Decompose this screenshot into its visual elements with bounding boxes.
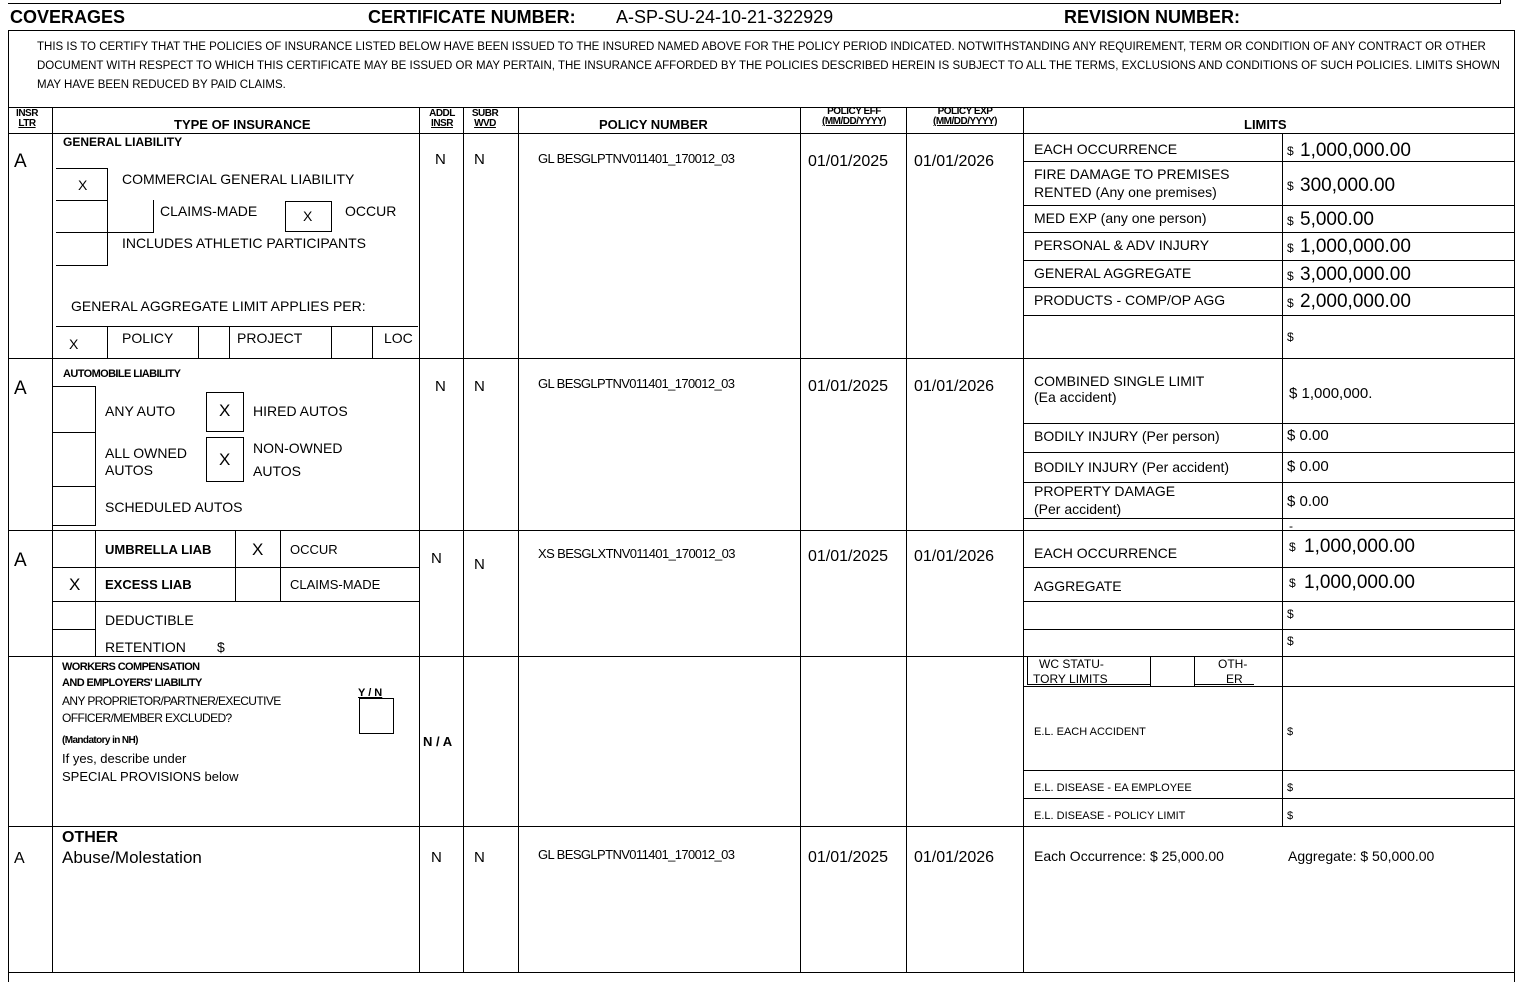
auto-subr-wvd: N — [474, 378, 485, 395]
auto-non-owned-checkbox[interactable]: X — [219, 450, 231, 469]
col-insr-ltr: INSR LTR — [16, 108, 38, 129]
col-policy-exp: POLICY EXP (MM/DD/YYYY) — [933, 106, 997, 127]
wc-addl-na: N / A — [423, 734, 453, 749]
auto-policy-exp: 01/01/2026 — [914, 378, 995, 395]
other-policy-number: GL BESGLPTNV011401_170012_03 — [538, 847, 735, 862]
other-policy-eff: 01/01/2025 — [808, 849, 889, 866]
other-aggregate: Aggregate: $ 50,000.00 — [1288, 848, 1435, 864]
gl-aggregate-applies-label: GENERAL AGGREGATE LIMIT APPLIES PER: — [71, 298, 366, 314]
gl-project-label: PROJECT — [237, 330, 303, 346]
gl-limit-label-fire-damage: FIRE DAMAGE TO PREMISES — [1034, 166, 1230, 182]
gl-commercial-label: COMMERCIAL GENERAL LIABILITY — [122, 171, 355, 187]
gl-commercial-checkbox[interactable]: X — [78, 177, 88, 193]
gl-limit-value-products: 2,000,000.00 — [1300, 291, 1411, 312]
revision-number-label: REVISION NUMBER: — [1064, 7, 1241, 27]
wc-statu-label: WC STATU- — [1039, 657, 1104, 671]
other-each-occurrence: Each Occurrence: $ 25,000.00 — [1034, 848, 1224, 864]
umbrella-limit-value-each-occurrence: 1,000,000.00 — [1304, 536, 1415, 557]
excess-liab-checkbox[interactable]: X — [69, 575, 81, 594]
auto-limit-label-property: PROPERTY DAMAGE — [1034, 483, 1176, 499]
auto-non-owned-label-2: AUTOS — [253, 463, 301, 479]
wc-mandatory-nh: (Mandatory in NH) — [62, 735, 138, 746]
wc-special-provisions: SPECIAL PROVISIONS below — [62, 769, 239, 784]
wc-el-each-accident-cur: $ — [1287, 726, 1294, 738]
gl-athletic-label: INCLUDES ATHLETIC PARTICIPANTS — [122, 235, 367, 251]
wc-if-yes: If yes, describe under — [62, 751, 187, 766]
umbrella-addl-insr: N — [431, 550, 442, 567]
other-title: OTHER — [62, 829, 118, 846]
gl-limit-cur-general-aggregate: $ — [1287, 269, 1294, 283]
coverages-title: COVERAGES — [10, 7, 126, 27]
umbrella-limit-cur-aggregate: $ — [1289, 576, 1296, 590]
auto-all-owned-label-2: AUTOS — [105, 462, 153, 478]
gl-limit-cur-each-occurrence: $ — [1287, 144, 1294, 158]
other-subr-wvd: N — [474, 849, 485, 866]
other-insr-ltr: A — [14, 850, 25, 867]
umbrella-occur-label: OCCUR — [290, 542, 338, 557]
gl-limit-value-personal-adv: 1,000,000.00 — [1300, 236, 1411, 257]
gl-claims-made-label: CLAIMS-MADE — [160, 203, 258, 219]
retention-cur: $ — [217, 639, 225, 655]
col-subr-wvd: SUBR WVD — [471, 108, 499, 129]
gl-policy-eff: 01/01/2025 — [808, 153, 889, 170]
other-addl-insr: N — [431, 849, 442, 866]
col-addl-insr: ADDL INSR — [429, 108, 455, 129]
gl-subr-wvd: N — [474, 151, 485, 168]
col-type-of-insurance: TYPE OF INSURANCE — [174, 117, 311, 132]
gl-limit-value-each-occurrence: 1,000,000.00 — [1300, 140, 1411, 161]
gl-limit-value-fire-damage: 300,000.00 — [1300, 175, 1396, 196]
umbrella-occur-checkbox[interactable]: X — [252, 540, 264, 559]
wc-proprietor-question: ANY PROPRIETOR/PARTNER/EXECUTIVE — [62, 694, 281, 708]
gl-addl-insr: N — [435, 151, 446, 168]
gl-policy-number: GL BESGLPTNV011401_170012_03 — [538, 151, 735, 166]
auto-dash: - — [1289, 519, 1293, 533]
auto-limit-label-combined-2: (Ea accident) — [1034, 389, 1117, 405]
umbrella-subr-wvd: N — [474, 556, 485, 573]
auto-limit-value-bodily-person: $ 0.00 — [1287, 427, 1329, 444]
umbrella-limit-value-aggregate: 1,000,000.00 — [1304, 572, 1415, 593]
auto-limit-value-combined: $ 1,000,000. — [1289, 385, 1373, 402]
umbrella-limit-cur-blank-1: $ — [1287, 607, 1294, 621]
auto-policy-number: GL BESGLPTNV011401_170012_03 — [538, 376, 735, 391]
gl-limit-value-med-exp: 5,000.00 — [1300, 209, 1374, 230]
wc-title-1: WORKERS COMPENSATION — [62, 661, 200, 673]
wc-el-disease-ea-cur: $ — [1287, 782, 1294, 794]
gl-limit-value-general-aggregate: 3,000,000.00 — [1300, 264, 1411, 285]
umbrella-policy-number: XS BESGLXTNV011401_170012_03 — [538, 546, 735, 561]
gl-limit-cur-personal-adv: $ — [1287, 241, 1294, 255]
gl-limit-label-fire-damage-2: RENTED (Any one premises) — [1034, 184, 1217, 200]
wc-yn-label: Y / N — [358, 687, 383, 699]
gl-title: GENERAL LIABILITY — [63, 135, 183, 149]
other-description: Abuse/Molestation — [62, 848, 202, 867]
auto-limit-label-property-2: (Per accident) — [1034, 501, 1122, 517]
wc-other-label: OTH- — [1218, 657, 1248, 671]
auto-hired-label: HIRED AUTOS — [253, 403, 348, 419]
gl-limit-label-personal-adv: PERSONAL & ADV INJURY — [1034, 237, 1210, 253]
auto-title: AUTOMOBILE LIABILITY — [63, 368, 181, 380]
gl-occur-label: OCCUR — [345, 203, 397, 219]
other-policy-exp: 01/01/2026 — [914, 849, 995, 866]
certification-statement: THIS IS TO CERTIFY THAT THE POLICIES OF INSURANCE LISTED BELOW HAVE BEEN ISSUED TO THE INSURED NAMED ABOVE FOR THE POLICY PERIOD INDICATED. NOTWITHSTANDING ANY REQUIREMENT, TERM OR CONDITION OF ANY CONTRACT OR OTHER DOCUMENT WITH RESPECT TO WHICH THIS CERTIFICATE MAY BE ISSUED OR MAY PERTAIN, THE INSURANCE AFFORDED BY THE POLICIES DESCRIBED HEREIN IS SUBJECT TO ALL THE TERMS, EXCLUSIONS AND CONDITIONS OF SUCH POLICIES. LIMITS SHOWN MAY HAVE BEEN REDUCED BY PAID CLAIMS. — [37, 41, 1500, 91]
auto-non-owned-label: NON-OWNED — [253, 440, 343, 456]
auto-any-auto-label: ANY AUTO — [105, 403, 176, 419]
wc-el-disease-policy-label: E.L. DISEASE - POLICY LIMIT — [1034, 810, 1186, 822]
wc-el-each-accident-label: E.L. EACH ACCIDENT — [1034, 726, 1146, 738]
umbrella-limit-label-aggregate: AGGREGATE — [1034, 578, 1122, 594]
umbrella-insr-ltr: A — [14, 550, 27, 571]
gl-policy-label: POLICY — [122, 330, 174, 346]
wc-yn-checkbox[interactable] — [359, 698, 394, 734]
gl-limit-cur-fire-damage: $ — [1287, 179, 1294, 193]
gl-limit-cur-med-exp: $ — [1287, 214, 1294, 228]
certificate-number-label: CERTIFICATE NUMBER: — [368, 7, 576, 27]
umbrella-policy-exp: 01/01/2026 — [914, 548, 995, 565]
wc-el-disease-policy-cur: $ — [1287, 810, 1294, 822]
gl-limit-cur-blank: $ — [1287, 330, 1294, 344]
certificate-number: A-SP-SU-24-10-21-322929 — [616, 7, 834, 27]
col-limits: LIMITS — [1244, 117, 1287, 132]
umbrella-limit-cur-each-occurrence: $ — [1289, 540, 1296, 554]
wc-title-2: AND EMPLOYERS' LIABILITY — [62, 677, 202, 689]
auto-hired-checkbox[interactable]: X — [219, 401, 231, 420]
umbrella-liab-label: UMBRELLA LIAB — [105, 542, 212, 557]
auto-limit-label-combined: COMBINED SINGLE LIMIT — [1034, 373, 1205, 389]
excess-liab-label: EXCESS LIAB — [105, 577, 192, 592]
gl-limit-label-general-aggregate: GENERAL AGGREGATE — [1034, 265, 1192, 281]
auto-limit-value-property: $ 0.00 — [1287, 493, 1329, 510]
gl-limit-label-each-occurrence: EACH OCCURRENCE — [1034, 141, 1178, 157]
wc-officer-question: OFFICER/MEMBER EXCLUDED? — [62, 711, 232, 725]
gl-occur-checkbox[interactable]: X — [303, 208, 313, 224]
wc-el-disease-ea-label: E.L. DISEASE - EA EMPLOYEE — [1034, 782, 1192, 794]
auto-limit-label-bodily-accident: BODILY INJURY (Per accident) — [1034, 459, 1230, 475]
auto-insr-ltr: A — [14, 378, 27, 399]
col-policy-eff: POLICY EFF (MM/DD/YYYY) — [822, 106, 886, 127]
wc-statu-label-2: TORY LIMITS — [1033, 672, 1108, 686]
auto-limit-value-bodily-accident: $ 0.00 — [1287, 458, 1329, 475]
umbrella-policy-eff: 01/01/2025 — [808, 548, 889, 565]
umbrella-limit-label-each-occurrence: EACH OCCURRENCE — [1034, 545, 1178, 561]
gl-policy-checkbox[interactable]: X — [69, 336, 79, 352]
col-policy-number: POLICY NUMBER — [599, 117, 708, 132]
auto-limit-label-bodily-person: BODILY INJURY (Per person) — [1034, 428, 1220, 444]
gl-limit-label-med-exp: MED EXP (any one person) — [1034, 210, 1207, 226]
auto-policy-eff: 01/01/2025 — [808, 378, 889, 395]
gl-policy-exp: 01/01/2026 — [914, 153, 995, 170]
gl-loc-label: LOC — [384, 330, 413, 346]
auto-addl-insr: N — [435, 378, 446, 395]
excess-claims-made-label: CLAIMS-MADE — [290, 577, 381, 592]
retention-label: RETENTION — [105, 639, 186, 655]
wc-other-label-2: ER — [1226, 672, 1243, 686]
deductible-label: DEDUCTIBLE — [105, 612, 194, 628]
auto-all-owned-label: ALL OWNED — [105, 445, 187, 461]
auto-scheduled-label: SCHEDULED AUTOS — [105, 499, 243, 515]
gl-limit-label-products: PRODUCTS - COMP/OP AGG — [1034, 292, 1226, 308]
umbrella-limit-cur-blank-2: $ — [1287, 634, 1294, 648]
gl-limit-cur-products: $ — [1287, 296, 1294, 310]
gl-insr-ltr: A — [14, 151, 27, 172]
